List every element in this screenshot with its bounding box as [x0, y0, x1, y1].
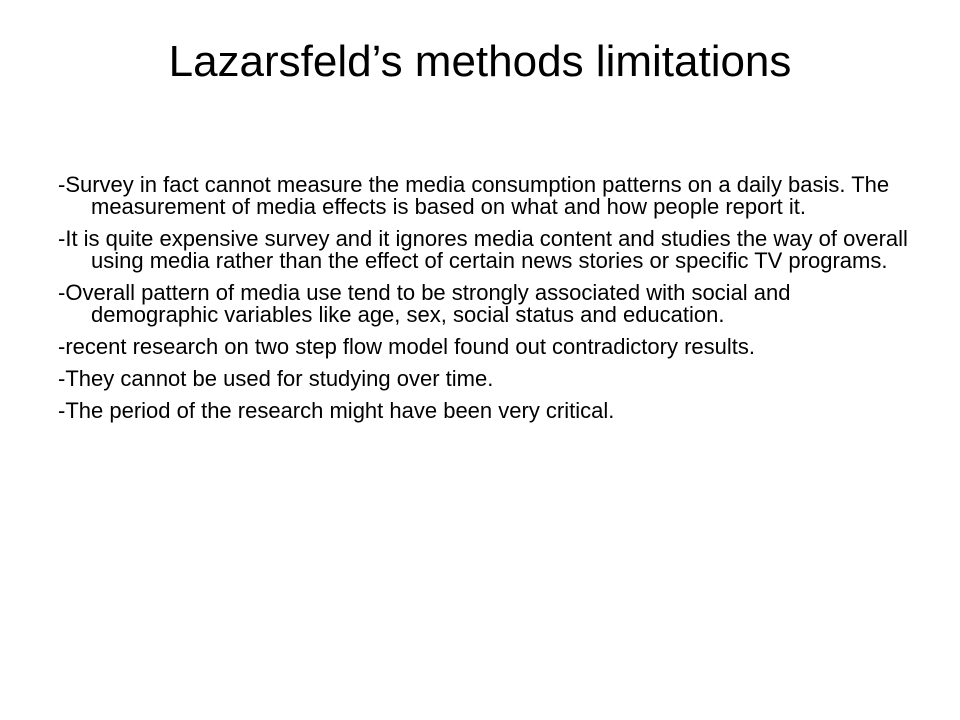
bullet-item-recent-research: -recent research on two step flow model found out contradictory results.	[58, 334, 756, 359]
slide-title: Lazarsfeld’s methods limitations	[168, 37, 792, 86]
bullet-item-media-use-pattern: -Overall pattern of media use tend to be strongly associated with social and demographic variables like age, sex, social status and education.	[58, 280, 791, 327]
bullet-item-over-time: -They cannot be used for studying over time.	[58, 366, 494, 391]
bullet-item-survey-limitation: -Survey in fact cannot measure the media consumption patterns on a daily basis. The measurement of media effects is based on what and how people report it.	[58, 172, 890, 219]
bullet-item-research-period: -The period of the research might have been very critical.	[58, 398, 615, 423]
bullet-list	[58, 174, 918, 432]
bullet-item-expensive-survey: -It is quite expensive survey and it ignores media content and studies the way of overall using media rather than the effect of certain news stories or specific TV programs.	[58, 226, 908, 273]
